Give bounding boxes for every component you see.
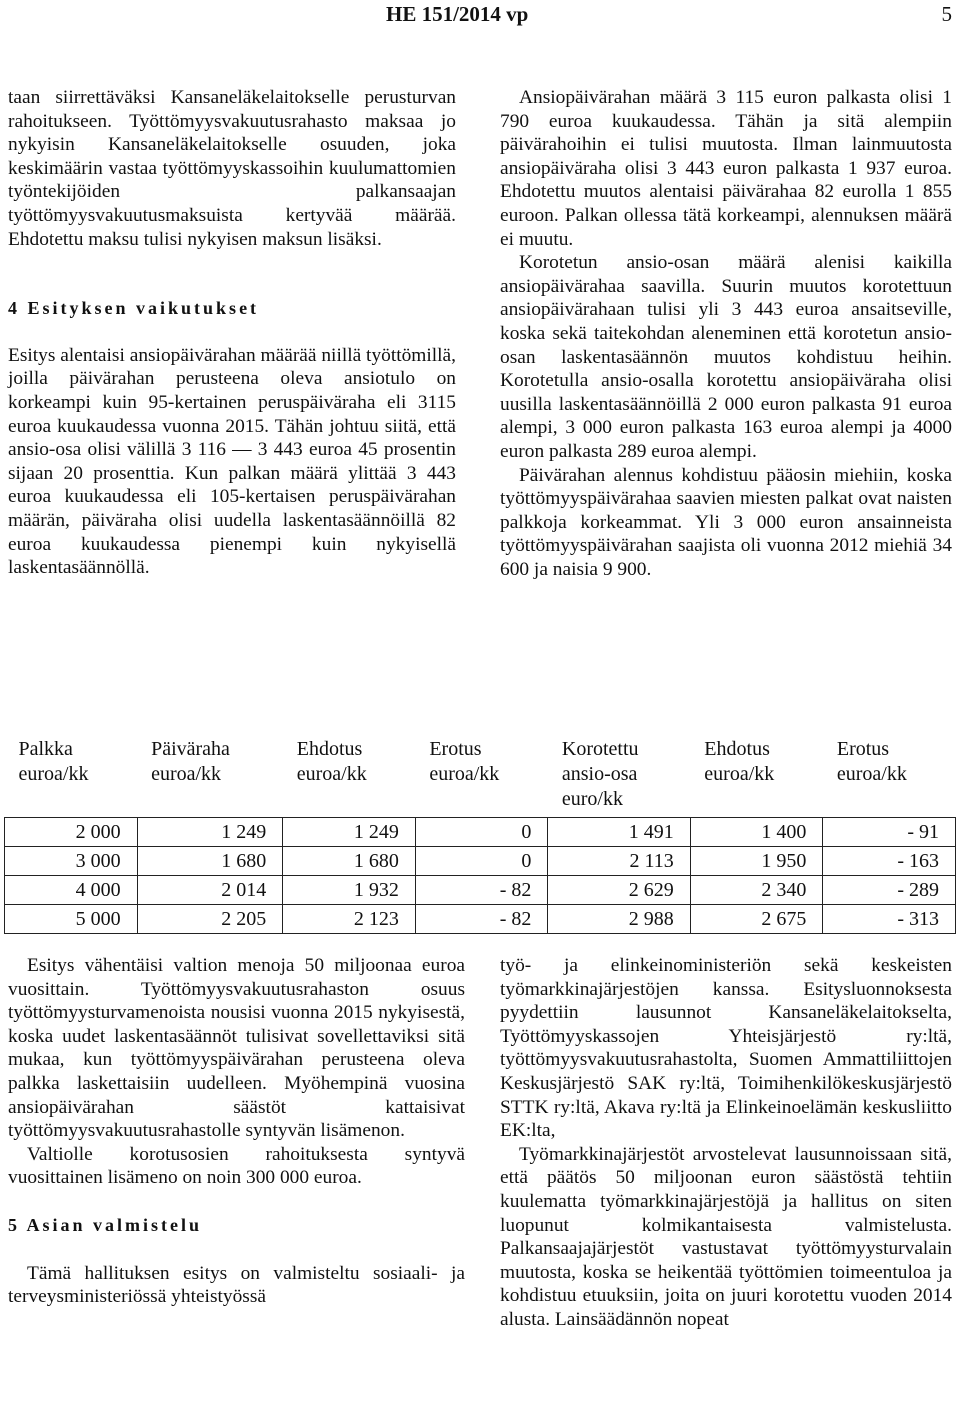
table-cell: 1 950 [690, 847, 823, 876]
table-cell: 0 [415, 847, 548, 876]
table-cell: 2 113 [548, 847, 690, 876]
table-row [5, 818, 956, 847]
table-cell: 1 491 [548, 818, 690, 847]
paragraph: Tämä hallituksen esitys on valmisteltu sosiaali- ja terveysministeriössä yhteistyössä [8, 1262, 465, 1308]
table-cell: 1 932 [283, 876, 416, 905]
column-header-line: Palkka [18, 738, 73, 760]
table-cell: 3 000 [5, 847, 138, 876]
document-id: HE 151/2014 vp [386, 2, 529, 26]
table-cell: 2 675 [690, 905, 823, 934]
table-cell: 2 629 [548, 876, 690, 905]
paragraph: Korotetun ansio-osan määrä alenisi kaikilla ansiopäivärahaa saavilla. Suurin muutos korotettuun ansiopäivärahaan tulisi yli 3 443 euroa ansaitseville, koska sekä taitekohdan aleneminen että korotetun ansio-osan laskentasäännön muutos kohdistuu heihin. Korotetulla ansio-osalla korotettu ansiopäiväraha olisi uusilla laskentasäännöillä 2 000 euron palkasta 91 euroa alempi, 3 000 euron palkasta 163 euroa alempi ja 4000 euron palkasta 289 euroa alempi. [500, 252, 952, 462]
left-column-top [8, 86, 456, 580]
column-header-line: Korotettu [561, 738, 639, 760]
page-header [0, 0, 960, 32]
column-header [823, 737, 956, 818]
table-cell: 1 249 [137, 818, 283, 847]
paragraph: Ansiopäivärahan määrä 3 115 euron palkasta olisi 1 790 euroa kuukaudessa. Tähän ja sitä alempiin päivärahoihin ei tulisi muutosta. Ilman lainmuutosta ansiopäiväraha olisi 3 443 euron palkasta 1 937 euroa. Ehdotettu muutos alentaisi päivärahaa 82 eurolla 1 855 euroon. Palkan ollessa tätä korkeampi, alennuksen määrä ei muutu. [500, 87, 952, 250]
table-cell: 2 123 [283, 905, 416, 934]
paragraph: Valtiolle korotusosien rahoituksesta syntyvä vuosittainen lisämeno on noin 300 000 euroa. [8, 1143, 465, 1189]
table-cell: - 163 [823, 847, 956, 876]
table-row [5, 876, 956, 905]
column-header-line: euroa/kk [18, 763, 89, 785]
table-cell: 0 [415, 818, 548, 847]
column-header [690, 737, 823, 818]
table-row [5, 847, 956, 876]
column-header-line: Päiväraha [151, 738, 230, 760]
section-heading: 4 Esityksen vaikutukset [8, 298, 260, 319]
table-cell: 1 680 [283, 847, 416, 876]
column-header-line: Erotus [429, 738, 482, 760]
table-cell: - 91 [823, 818, 956, 847]
table-cell: 1 249 [283, 818, 416, 847]
column-header-line: Ehdotus [296, 738, 363, 760]
table-cell: 2 340 [690, 876, 823, 905]
column-header-line: ansio-osa [561, 763, 638, 785]
column-header-line: euroa/kk [429, 763, 500, 785]
table-cell: - 82 [415, 876, 548, 905]
table-cell: - 82 [415, 905, 548, 934]
column-header-line: euroa/kk [296, 763, 367, 785]
table-cell: 4 000 [5, 876, 138, 905]
section-heading: 5 Asian valmistelu [8, 1214, 203, 1235]
paragraph: Päivärahan alennus kohdistuu pääosin miehiin, koska työttömyyspäivärahaa saavien miesten palkat ovat naisten palkkoja korkeammat. Yli 3 000 euron ansainneista työttömyyspäivärahan saajista oli vuonna 2012 miehiä 34 600 ja naisia 9 900. [500, 464, 952, 580]
paragraph: Esitys alentaisi ansiopäivärahan määrää niillä työttömillä, joilla päivärahan perusteena oleva ansiotulo on korkeampi kuin 95-kertainen peruspäiväraha eli 3115 euroa kuukaudessa vuonna 2015. Tähän johtuu siitä, että ansio-osa olisi välillä 3 116 — 3 443 euroa 45 prosentin sijaan 20 prosenttia. Kun palkan määrä ylittää 3 443 euroa kuukaudessa eli 105-kertaisen peruspäivärahan määrän, päiväraha olisi uudella laskentasäännöillä 82 euroa kuukaudessa pienempi kuin nykyisellä laskentasäännöllä. [8, 344, 457, 579]
paragraph: työ- ja elinkeinoministeriön sekä keskeisten työmarkkinajärjestöjen kanssa. Esitysluonnoksesta pyydettiin lausunnot Kansaneläkelaitokselta, Työttömyyskassojen Yhteisjärjestö ry:ltä, työttömyysvakuutusrahastolta, Suomen Ammattiliittojen Keskusjärjestö SAK ry:ltä, Toimihenkilökeskusjärjestö STTK ry:ltä, Akava ry:ltä ja Elinkeinoelämän keskusliitto EK:lta, [500, 955, 952, 1142]
allowance-comparison-table [4, 737, 956, 934]
column-header-line: euroa/kk [704, 763, 775, 785]
table-cell: - 313 [823, 905, 956, 934]
column-header [415, 737, 548, 818]
left-column-bottom [8, 954, 465, 1309]
page-number: 5 [941, 2, 952, 26]
column-header-line: euroa/kk [836, 763, 907, 785]
table-cell: 2 988 [548, 905, 690, 934]
column-header-line: euro/kk [561, 788, 623, 810]
table-cell: 5 000 [5, 905, 138, 934]
table-cell: 2 000 [5, 818, 138, 847]
column-header-line: Erotus [836, 738, 890, 760]
table-cell: 1 400 [690, 818, 823, 847]
column-header [548, 737, 690, 818]
table-cell: 1 680 [137, 847, 283, 876]
table-cell: 2 205 [137, 905, 283, 934]
column-header-line: Ehdotus [704, 738, 770, 760]
column-header [5, 737, 138, 818]
paragraph: taan siirrettäväksi Kansaneläkelaitokselle perusturvan rahoitukseen. Työttömyysvakuutusrahasto maksaa jo nykyisin Kansaneläkelaitokselle osuuden, joka keskimäärin vastaa työttömyyskassoihin kuulumattomien työntekijöiden palkansaajan työttömyysvakuutusmaksuista kertyvää määrää. Ehdotettu maksu tulisi nykyisen maksun lisäksi. [8, 87, 456, 250]
paragraph: Työmarkkinajärjestöt arvostelevat lausunnoissaan sitä, että päätös 50 miljoonan euron säästöstä tehtiin kuulematta työmarkkinajärjestöjä ja hallitus on siten luopunut kolmikantaisesta valmistelusta. Palkansaajajärjestöt vastustavat työttömyysturvalain muutosta, koska se heikentää työttömien toimeentuloa ja kohdistuu etuuksiin, joita on juuri korotettu vuoden 2014 alusta. Lainsäädännön nopeat [500, 1143, 952, 1330]
paragraph: Esitys vähentäisi valtion menoja 50 miljoonaa euroa vuosittain. Työttömyysvakuutusrahaston osuus työttömyysturvamenoista nousisi vuonna 2015 nykyisestä, koska uudet laskentasäännöt tulisivat sovellettaviksi sitä mukaa, kun työttömyyspäivärahan perusteena oleva palkka laskettaisiin uudelleen. Myöhempinä vuosina ansiopäivärahan säästöt kattaisivat työttömyysvakuutusrahastolle syntyvän lisämenon. [8, 955, 465, 1142]
right-column-bottom [500, 954, 952, 1332]
table-cell: - 289 [823, 876, 956, 905]
table-row [5, 905, 956, 934]
table-header-row [5, 737, 956, 818]
column-header [283, 737, 416, 818]
right-column-top [500, 86, 952, 581]
table-cell: 2 014 [137, 876, 283, 905]
column-header-line: euroa/kk [151, 763, 222, 785]
column-header [137, 737, 283, 818]
